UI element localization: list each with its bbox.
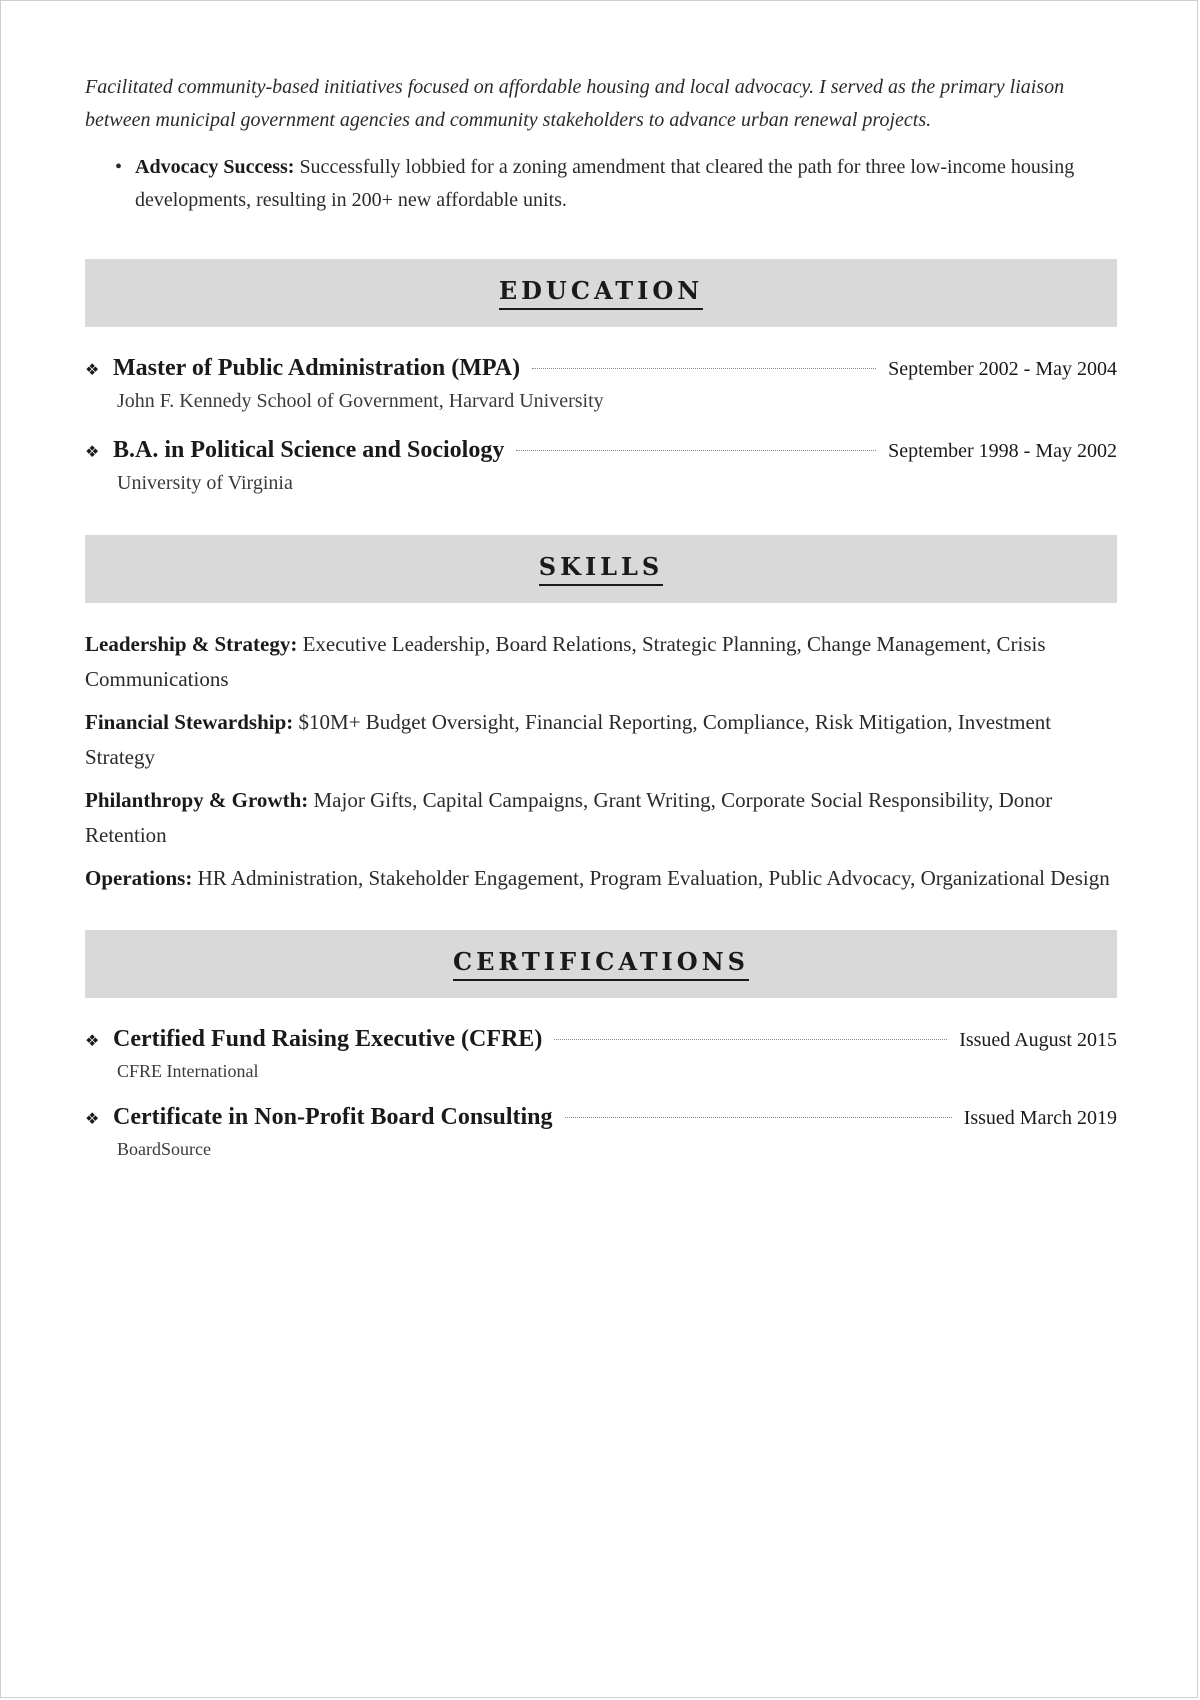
skill-group-label: Leadership & Strategy: — [85, 632, 298, 656]
dotted-leader — [554, 1039, 947, 1040]
skill-group — [85, 627, 1117, 697]
experience-bullets — [85, 151, 1117, 217]
diamond-cluster-icon: ❖ — [85, 1031, 100, 1050]
education-dates: September 2002 - May 2004 — [888, 358, 1117, 380]
resume-content — [85, 71, 1117, 1160]
experience-summary: Facilitated community-based initiatives focused on affordable housing and local advocacy. I served as the primary liaison between municipal government agencies and community stakeholders to advance urban renewal projects. — [85, 76, 1065, 131]
skill-group-items: Executive Leadership, Board Relations, Strategic Planning, Change Management, Crisis Communications — [85, 632, 1046, 691]
skill-group-label: Operations: — [85, 866, 193, 890]
skill-group-label: Philanthropy & Growth: — [85, 788, 309, 812]
certification-issuer: BoardSource — [117, 1139, 211, 1159]
diamond-cluster-icon: ❖ — [85, 360, 100, 379]
certifications-title: CERTIFICATIONS — [453, 948, 749, 981]
dotted-leader — [565, 1117, 952, 1118]
skill-group — [85, 861, 1117, 896]
skill-group-items: HR Administration, Stakeholder Engagement, Program Evaluation, Public Advocacy, Organizational Design — [192, 866, 1110, 890]
experience-bullet-label: Advocacy Success: — [135, 156, 295, 178]
certification-issued: Issued August 2015 — [959, 1029, 1117, 1051]
education-degree: Master of Public Administration (MPA) — [113, 355, 521, 381]
certification-name: Certificate in Non-Profit Board Consulting — [113, 1104, 553, 1130]
education-school: John F. Kennedy School of Government, Harvard University — [117, 390, 604, 412]
certification-issued: Issued March 2019 — [963, 1107, 1117, 1129]
dotted-leader — [516, 450, 876, 451]
education-dates: September 1998 - May 2002 — [888, 440, 1117, 462]
skill-group-items: $10M+ Budget Oversight, Financial Reporting, Compliance, Risk Mitigation, Investment Strategy — [85, 710, 1052, 769]
education-title: EDUCATION — [499, 277, 703, 310]
skill-group — [85, 705, 1117, 775]
certification-entry — [85, 1026, 1117, 1082]
certification-entry — [85, 1104, 1117, 1160]
experience-bullet-text: Successfully lobbied for a zoning amendment that cleared the path for three low-income housing developments, resulting in 200+ new affordable units. — [135, 156, 1075, 211]
education-school: University of Virginia — [117, 472, 293, 494]
skill-group-items: Major Gifts, Capital Campaigns, Grant Writing, Corporate Social Responsibility, Donor Retention — [85, 788, 1053, 847]
education-header — [85, 259, 1117, 327]
certification-issuer: CFRE International — [117, 1061, 259, 1081]
skill-group-label: Financial Stewardship: — [85, 710, 294, 734]
experience-bullet — [135, 151, 1117, 217]
diamond-cluster-icon: ❖ — [85, 442, 100, 461]
certification-name: Certified Fund Raising Executive (CFRE) — [113, 1026, 543, 1052]
certifications-header — [85, 930, 1117, 998]
dotted-leader — [532, 368, 876, 369]
skills-title: SKILLS — [539, 553, 664, 586]
skill-group — [85, 783, 1117, 853]
skills-list — [85, 627, 1117, 896]
education-degree: B.A. in Political Science and Sociology — [113, 437, 505, 463]
education-entry — [85, 355, 1117, 413]
skills-header — [85, 535, 1117, 603]
diamond-cluster-icon: ❖ — [85, 1109, 100, 1128]
education-entry — [85, 437, 1117, 495]
